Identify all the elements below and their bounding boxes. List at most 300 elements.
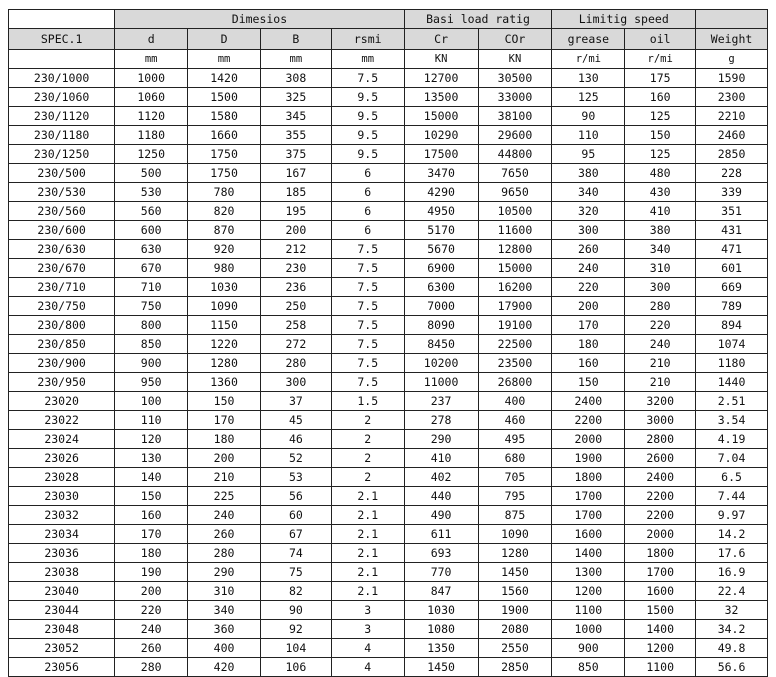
table-row [9, 430, 768, 449]
cell-spec: 230/950 [9, 373, 115, 392]
cell-oil: 2600 [625, 449, 696, 468]
cell-d: 100 [115, 392, 188, 411]
cell-spec: 23052 [9, 639, 115, 658]
cell-B: 195 [260, 202, 331, 221]
unit-spec [9, 50, 115, 69]
cell-D: 870 [188, 221, 261, 240]
cell-weight: 2.51 [696, 392, 768, 411]
cell-d: 710 [115, 278, 188, 297]
cell-d: 130 [115, 449, 188, 468]
cell-D: 1280 [188, 354, 261, 373]
cell-cor: 16200 [478, 278, 552, 297]
table-row [9, 392, 768, 411]
cell-oil: 430 [625, 183, 696, 202]
table-row [9, 620, 768, 639]
cell-grease: 320 [552, 202, 625, 221]
cell-oil: 300 [625, 278, 696, 297]
cell-spec: 230/530 [9, 183, 115, 202]
cell-weight: 2300 [696, 88, 768, 107]
cell-oil: 125 [625, 107, 696, 126]
cell-D: 310 [188, 582, 261, 601]
table-row [9, 69, 768, 88]
cell-B: 325 [260, 88, 331, 107]
table-row [9, 411, 768, 430]
cell-spec: 230/500 [9, 164, 115, 183]
cell-oil: 220 [625, 316, 696, 335]
cell-cr: 402 [404, 468, 478, 487]
cell-cor: 1090 [478, 525, 552, 544]
table-row [9, 202, 768, 221]
cell-weight: 22.4 [696, 582, 768, 601]
header-group-weight-blank [696, 10, 768, 29]
cell-cor: 9650 [478, 183, 552, 202]
cell-spec: 230/1250 [9, 145, 115, 164]
cell-d: 800 [115, 316, 188, 335]
cell-cor: 460 [478, 411, 552, 430]
cell-grease: 2200 [552, 411, 625, 430]
cell-d: 1120 [115, 107, 188, 126]
cell-oil: 280 [625, 297, 696, 316]
cell-cor: 875 [478, 506, 552, 525]
cell-spec: 23034 [9, 525, 115, 544]
cell-oil: 150 [625, 126, 696, 145]
cell-rsmi: 2.1 [331, 506, 404, 525]
cell-spec: 230/1000 [9, 69, 115, 88]
table-body [9, 69, 768, 677]
cell-rsmi: 6 [331, 202, 404, 221]
cell-cor: 11600 [478, 221, 552, 240]
cell-cor: 29600 [478, 126, 552, 145]
cell-grease: 125 [552, 88, 625, 107]
cell-spec: 23020 [9, 392, 115, 411]
column-header-grease: grease [552, 29, 625, 50]
cell-B: 37 [260, 392, 331, 411]
cell-d: 150 [115, 487, 188, 506]
cell-D: 170 [188, 411, 261, 430]
cell-d: 140 [115, 468, 188, 487]
cell-D: 400 [188, 639, 261, 658]
cell-d: 260 [115, 639, 188, 658]
table-row [9, 259, 768, 278]
cell-grease: 90 [552, 107, 625, 126]
cell-D: 820 [188, 202, 261, 221]
cell-B: 250 [260, 297, 331, 316]
cell-weight: 1074 [696, 335, 768, 354]
cell-d: 750 [115, 297, 188, 316]
cell-rsmi: 2.1 [331, 563, 404, 582]
table-row [9, 297, 768, 316]
cell-cr: 5670 [404, 240, 478, 259]
cell-cr: 6300 [404, 278, 478, 297]
cell-grease: 900 [552, 639, 625, 658]
cell-cr: 17500 [404, 145, 478, 164]
header-units-row [9, 50, 768, 69]
cell-oil: 1800 [625, 544, 696, 563]
cell-grease: 2000 [552, 430, 625, 449]
cell-weight: 1440 [696, 373, 768, 392]
cell-cor: 44800 [478, 145, 552, 164]
table-row [9, 468, 768, 487]
cell-rsmi: 2.1 [331, 544, 404, 563]
cell-d: 120 [115, 430, 188, 449]
unit-B: mm [260, 50, 331, 69]
cell-weight: 6.5 [696, 468, 768, 487]
cell-d: 200 [115, 582, 188, 601]
cell-cor: 19100 [478, 316, 552, 335]
cell-d: 670 [115, 259, 188, 278]
cell-D: 240 [188, 506, 261, 525]
cell-d: 240 [115, 620, 188, 639]
cell-cr: 1350 [404, 639, 478, 658]
cell-D: 200 [188, 449, 261, 468]
cell-rsmi: 2.1 [331, 487, 404, 506]
cell-spec: 23036 [9, 544, 115, 563]
cell-rsmi: 7.5 [331, 259, 404, 278]
cell-grease: 260 [552, 240, 625, 259]
unit-D: mm [188, 50, 261, 69]
cell-weight: 894 [696, 316, 768, 335]
table-row [9, 107, 768, 126]
cell-B: 375 [260, 145, 331, 164]
cell-B: 56 [260, 487, 331, 506]
cell-spec: 23022 [9, 411, 115, 430]
cell-oil: 210 [625, 373, 696, 392]
cell-cor: 1900 [478, 601, 552, 620]
cell-D: 1360 [188, 373, 261, 392]
cell-B: 46 [260, 430, 331, 449]
table-row [9, 601, 768, 620]
cell-B: 167 [260, 164, 331, 183]
cell-weight: 1180 [696, 354, 768, 373]
cell-d: 1000 [115, 69, 188, 88]
cell-rsmi: 2.1 [331, 525, 404, 544]
cell-d: 500 [115, 164, 188, 183]
unit-weight: g [696, 50, 768, 69]
cell-cr: 5170 [404, 221, 478, 240]
cell-oil: 2200 [625, 506, 696, 525]
cell-cr: 7000 [404, 297, 478, 316]
cell-B: 67 [260, 525, 331, 544]
cell-weight: 7.44 [696, 487, 768, 506]
cell-d: 850 [115, 335, 188, 354]
cell-D: 210 [188, 468, 261, 487]
cell-grease: 1600 [552, 525, 625, 544]
cell-oil: 1700 [625, 563, 696, 582]
cell-cor: 400 [478, 392, 552, 411]
cell-cr: 290 [404, 430, 478, 449]
cell-oil: 340 [625, 240, 696, 259]
cell-rsmi: 7.5 [331, 278, 404, 297]
cell-rsmi: 7.5 [331, 354, 404, 373]
cell-grease: 2400 [552, 392, 625, 411]
table-row [9, 316, 768, 335]
cell-D: 225 [188, 487, 261, 506]
cell-grease: 340 [552, 183, 625, 202]
cell-oil: 3000 [625, 411, 696, 430]
cell-weight: 17.6 [696, 544, 768, 563]
cell-spec: 230/750 [9, 297, 115, 316]
column-header-oil: oil [625, 29, 696, 50]
cell-D: 150 [188, 392, 261, 411]
cell-cr: 278 [404, 411, 478, 430]
cell-oil: 380 [625, 221, 696, 240]
cell-B: 308 [260, 69, 331, 88]
cell-d: 110 [115, 411, 188, 430]
cell-B: 53 [260, 468, 331, 487]
cell-cr: 6900 [404, 259, 478, 278]
cell-d: 630 [115, 240, 188, 259]
cell-D: 1220 [188, 335, 261, 354]
header-group-load-rating: Basi load ratig [404, 10, 552, 29]
table-row [9, 525, 768, 544]
cell-weight: 9.97 [696, 506, 768, 525]
cell-D: 780 [188, 183, 261, 202]
cell-spec: 230/900 [9, 354, 115, 373]
cell-grease: 110 [552, 126, 625, 145]
cell-B: 90 [260, 601, 331, 620]
cell-grease: 150 [552, 373, 625, 392]
cell-grease: 300 [552, 221, 625, 240]
cell-cr: 847 [404, 582, 478, 601]
header-group-blank [9, 10, 115, 29]
cell-spec: 23028 [9, 468, 115, 487]
cell-B: 345 [260, 107, 331, 126]
cell-grease: 1700 [552, 487, 625, 506]
table-row [9, 88, 768, 107]
cell-B: 200 [260, 221, 331, 240]
cell-oil: 480 [625, 164, 696, 183]
cell-grease: 1300 [552, 563, 625, 582]
cell-weight: 789 [696, 297, 768, 316]
header-column-row [9, 29, 768, 50]
cell-weight: 4.19 [696, 430, 768, 449]
cell-cr: 1080 [404, 620, 478, 639]
cell-D: 1090 [188, 297, 261, 316]
cell-oil: 1200 [625, 639, 696, 658]
cell-oil: 1600 [625, 582, 696, 601]
cell-oil: 310 [625, 259, 696, 278]
cell-cr: 13500 [404, 88, 478, 107]
cell-cor: 23500 [478, 354, 552, 373]
cell-oil: 1100 [625, 658, 696, 677]
cell-grease: 180 [552, 335, 625, 354]
cell-oil: 240 [625, 335, 696, 354]
unit-d: mm [115, 50, 188, 69]
cell-grease: 130 [552, 69, 625, 88]
table-row [9, 639, 768, 658]
cell-weight: 669 [696, 278, 768, 297]
cell-rsmi: 3 [331, 601, 404, 620]
cell-oil: 1500 [625, 601, 696, 620]
cell-spec: 230/800 [9, 316, 115, 335]
cell-B: 258 [260, 316, 331, 335]
cell-cr: 1030 [404, 601, 478, 620]
table-row [9, 373, 768, 392]
cell-oil: 2800 [625, 430, 696, 449]
cell-spec: 23030 [9, 487, 115, 506]
table-row [9, 221, 768, 240]
cell-D: 260 [188, 525, 261, 544]
table-row [9, 582, 768, 601]
cell-grease: 1200 [552, 582, 625, 601]
cell-cor: 795 [478, 487, 552, 506]
cell-weight: 339 [696, 183, 768, 202]
cell-cr: 237 [404, 392, 478, 411]
cell-rsmi: 2 [331, 449, 404, 468]
cell-grease: 200 [552, 297, 625, 316]
unit-rsmi: mm [331, 50, 404, 69]
cell-d: 160 [115, 506, 188, 525]
cell-spec: 230/850 [9, 335, 115, 354]
cell-grease: 1100 [552, 601, 625, 620]
unit-oil: r/mi [625, 50, 696, 69]
cell-weight: 431 [696, 221, 768, 240]
cell-weight: 56.6 [696, 658, 768, 677]
cell-cr: 11000 [404, 373, 478, 392]
cell-weight: 228 [696, 164, 768, 183]
cell-D: 360 [188, 620, 261, 639]
cell-B: 230 [260, 259, 331, 278]
cell-cor: 26800 [478, 373, 552, 392]
cell-d: 900 [115, 354, 188, 373]
column-header-d: d [115, 29, 188, 50]
cell-d: 180 [115, 544, 188, 563]
cell-grease: 240 [552, 259, 625, 278]
cell-cor: 495 [478, 430, 552, 449]
cell-D: 1030 [188, 278, 261, 297]
cell-cr: 3470 [404, 164, 478, 183]
cell-D: 1500 [188, 88, 261, 107]
cell-rsmi: 6 [331, 221, 404, 240]
cell-D: 290 [188, 563, 261, 582]
cell-spec: 23044 [9, 601, 115, 620]
cell-oil: 1400 [625, 620, 696, 639]
cell-grease: 380 [552, 164, 625, 183]
cell-B: 212 [260, 240, 331, 259]
column-header-rsmi: rsmi [331, 29, 404, 50]
cell-d: 560 [115, 202, 188, 221]
cell-cr: 440 [404, 487, 478, 506]
cell-grease: 1000 [552, 620, 625, 639]
cell-D: 280 [188, 544, 261, 563]
table-row [9, 563, 768, 582]
cell-cor: 705 [478, 468, 552, 487]
cell-cor: 33000 [478, 88, 552, 107]
cell-rsmi: 9.5 [331, 145, 404, 164]
cell-d: 1250 [115, 145, 188, 164]
cell-cr: 490 [404, 506, 478, 525]
cell-spec: 23040 [9, 582, 115, 601]
cell-rsmi: 9.5 [331, 126, 404, 145]
cell-cr: 8090 [404, 316, 478, 335]
cell-weight: 2210 [696, 107, 768, 126]
table-row [9, 335, 768, 354]
cell-spec: 230/1120 [9, 107, 115, 126]
unit-cr: KN [404, 50, 478, 69]
cell-cor: 2080 [478, 620, 552, 639]
cell-B: 52 [260, 449, 331, 468]
cell-rsmi: 7.5 [331, 335, 404, 354]
cell-weight: 14.2 [696, 525, 768, 544]
cell-d: 600 [115, 221, 188, 240]
cell-cr: 4950 [404, 202, 478, 221]
cell-grease: 1900 [552, 449, 625, 468]
cell-B: 82 [260, 582, 331, 601]
cell-B: 236 [260, 278, 331, 297]
cell-D: 180 [188, 430, 261, 449]
column-header-cr: Cr [404, 29, 478, 50]
cell-cr: 10200 [404, 354, 478, 373]
cell-cor: 17900 [478, 297, 552, 316]
cell-cor: 12800 [478, 240, 552, 259]
cell-oil: 2400 [625, 468, 696, 487]
cell-oil: 2200 [625, 487, 696, 506]
cell-weight: 351 [696, 202, 768, 221]
cell-grease: 95 [552, 145, 625, 164]
cell-weight: 49.8 [696, 639, 768, 658]
cell-cor: 10500 [478, 202, 552, 221]
cell-cr: 410 [404, 449, 478, 468]
cell-grease: 170 [552, 316, 625, 335]
cell-d: 280 [115, 658, 188, 677]
cell-rsmi: 1.5 [331, 392, 404, 411]
cell-weight: 34.2 [696, 620, 768, 639]
cell-rsmi: 2 [331, 468, 404, 487]
cell-cor: 680 [478, 449, 552, 468]
cell-D: 1750 [188, 145, 261, 164]
cell-weight: 2850 [696, 145, 768, 164]
cell-cr: 770 [404, 563, 478, 582]
cell-oil: 2000 [625, 525, 696, 544]
cell-weight: 2460 [696, 126, 768, 145]
cell-rsmi: 4 [331, 658, 404, 677]
cell-cor: 2850 [478, 658, 552, 677]
cell-cr: 1450 [404, 658, 478, 677]
cell-weight: 601 [696, 259, 768, 278]
cell-cor: 30500 [478, 69, 552, 88]
cell-weight: 3.54 [696, 411, 768, 430]
cell-cr: 8450 [404, 335, 478, 354]
header-group-row [9, 10, 768, 29]
table-row [9, 240, 768, 259]
cell-d: 1060 [115, 88, 188, 107]
cell-rsmi: 6 [331, 183, 404, 202]
cell-d: 220 [115, 601, 188, 620]
cell-rsmi: 7.5 [331, 373, 404, 392]
cell-spec: 230/560 [9, 202, 115, 221]
column-header-B: B [260, 29, 331, 50]
cell-B: 106 [260, 658, 331, 677]
cell-rsmi: 4 [331, 639, 404, 658]
table-row [9, 449, 768, 468]
cell-d: 530 [115, 183, 188, 202]
table-row [9, 354, 768, 373]
cell-oil: 410 [625, 202, 696, 221]
bearing-spec-table [8, 9, 768, 677]
table-row [9, 278, 768, 297]
cell-B: 280 [260, 354, 331, 373]
cell-weight: 471 [696, 240, 768, 259]
cell-spec: 230/1180 [9, 126, 115, 145]
cell-spec: 23032 [9, 506, 115, 525]
cell-oil: 160 [625, 88, 696, 107]
cell-rsmi: 3 [331, 620, 404, 639]
cell-D: 420 [188, 658, 261, 677]
cell-D: 1660 [188, 126, 261, 145]
cell-cor: 1280 [478, 544, 552, 563]
cell-rsmi: 2.1 [331, 582, 404, 601]
cell-d: 1180 [115, 126, 188, 145]
